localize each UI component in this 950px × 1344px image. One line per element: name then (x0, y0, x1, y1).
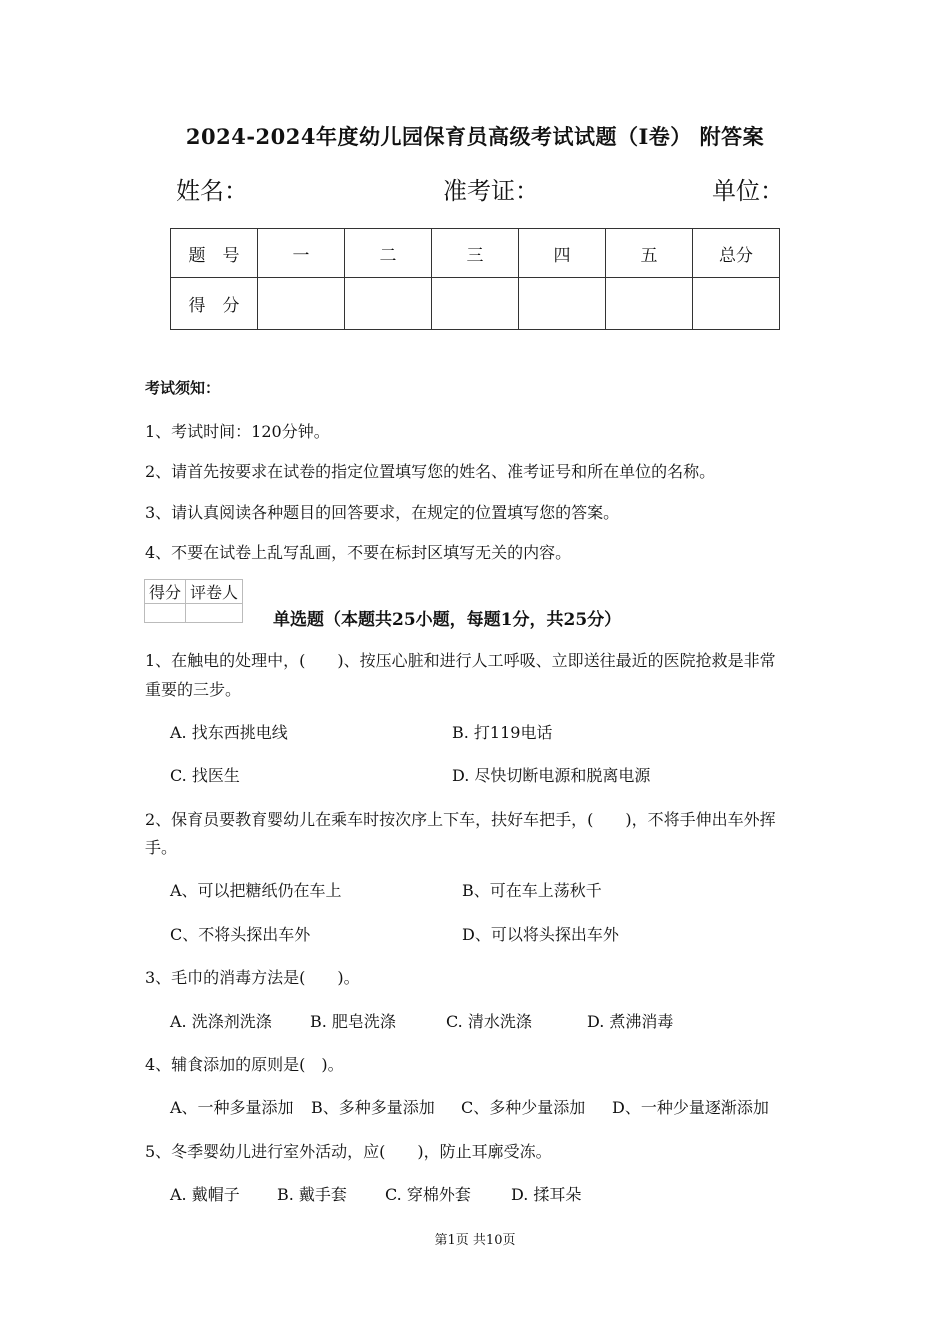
question-3: 3、毛巾的消毒方法是( )。 (145, 968, 360, 987)
score-header-cell: 三 (432, 229, 519, 278)
score-row-label: 得 分 (171, 278, 258, 330)
question-4-option-b: B、多种多量添加 (311, 1098, 435, 1117)
score-table-score-row (171, 278, 780, 330)
grader-input-row (145, 604, 243, 623)
score-cell[interactable] (432, 278, 519, 330)
section-title: 单选题（本题共25小题，每题1分，共25分） (273, 610, 622, 630)
score-cell[interactable] (345, 278, 432, 330)
grader-reviewer-label: 评卷人 (186, 580, 243, 604)
notice-heading: 考试须知： (145, 379, 221, 397)
grader-table (144, 579, 243, 623)
grader-reviewer-cell[interactable] (186, 604, 243, 623)
score-header-cell: 五 (606, 229, 693, 278)
question-1-option-d: D. 尽快切断电源和脱离电源 (452, 766, 651, 785)
score-header-cell: 四 (519, 229, 606, 278)
score-cell[interactable] (693, 278, 780, 330)
question-3-option-d: D. 煮沸消毒 (587, 1012, 674, 1031)
unit-label: 单位： (712, 177, 784, 205)
question-4-option-c: C、多种少量添加 (461, 1098, 586, 1117)
page-footer: 第1页 共10页 (434, 1233, 516, 1248)
name-label: 姓名： (176, 177, 248, 205)
question-1-option-a: A. 找东西挑电线 (170, 723, 288, 742)
question-1-cont: 重要的三步。 (145, 680, 242, 699)
score-header-cell: 总分 (693, 229, 780, 278)
question-4-option-d: D、一种少量逐渐添加 (612, 1098, 769, 1117)
notice-item: 3、请认真阅读各种题目的回答要求，在规定的位置填写您的答案。 (145, 503, 620, 522)
question-3-option-a: A. 洗涤剂洗涤 (170, 1012, 272, 1031)
exam-id-label: 准考证： (443, 177, 539, 205)
question-5-option-a: A. 戴帽子 (170, 1185, 240, 1204)
question-5: 5、冬季婴幼儿进行室外活动，应( )，防止耳廓受冻。 (145, 1142, 552, 1161)
question-5-option-c: C. 穿棉外套 (385, 1185, 471, 1204)
question-3-option-c: C. 清水洗涤 (446, 1012, 532, 1031)
grader-score-label: 得分 (145, 580, 186, 604)
question-1-option-c: C. 找医生 (170, 766, 240, 785)
page-title: 2024-2024年度幼儿园保育员高级考试试题（I卷） 附答案 (185, 124, 765, 149)
score-table (170, 228, 780, 330)
question-5-option-b: B. 戴手套 (277, 1185, 347, 1204)
score-header-cell: 题 号 (171, 229, 258, 278)
question-2-option-d: D、可以将头探出车外 (462, 925, 619, 944)
question-2-option-a: A、可以把糖纸仍在车上 (170, 881, 342, 900)
question-1-option-b: B. 打119电话 (452, 723, 553, 742)
question-4-option-a: A、一种多量添加 (170, 1098, 294, 1117)
score-table-header-row (171, 229, 780, 278)
notice-item: 2、请首先按要求在试卷的指定位置填写您的姓名、准考证号和所在单位的名称。 (145, 462, 716, 481)
score-cell[interactable] (258, 278, 345, 330)
grader-score-cell[interactable] (145, 604, 186, 623)
score-header-cell: 二 (345, 229, 432, 278)
grader-header-row (145, 580, 243, 604)
notice-item: 1、考试时间：120分钟。 (145, 422, 330, 441)
question-2-cont: 手。 (145, 838, 178, 857)
question-2: 2、保育员要教育婴幼儿在乘车时按次序上下车，扶好车把手，( )，不将手伸出车外挥 (145, 810, 776, 829)
score-header-cell: 一 (258, 229, 345, 278)
notice-item: 4、不要在试卷上乱写乱画，不要在标封区填写无关的内容。 (145, 543, 572, 562)
score-cell[interactable] (606, 278, 693, 330)
question-4: 4、辅食添加的原则是( )。 (145, 1055, 344, 1074)
question-3-option-b: B. 肥皂洗涤 (310, 1012, 396, 1031)
score-cell[interactable] (519, 278, 606, 330)
question-5-option-d: D. 揉耳朵 (511, 1185, 582, 1204)
question-2-option-c: C、不将头探出车外 (170, 925, 311, 944)
question-1: 1、在触电的处理中，( )、按压心脏和进行人工呼吸、立即送往最近的医院抢救是非常 (145, 651, 776, 670)
question-2-option-b: B、可在车上荡秋千 (462, 881, 602, 900)
